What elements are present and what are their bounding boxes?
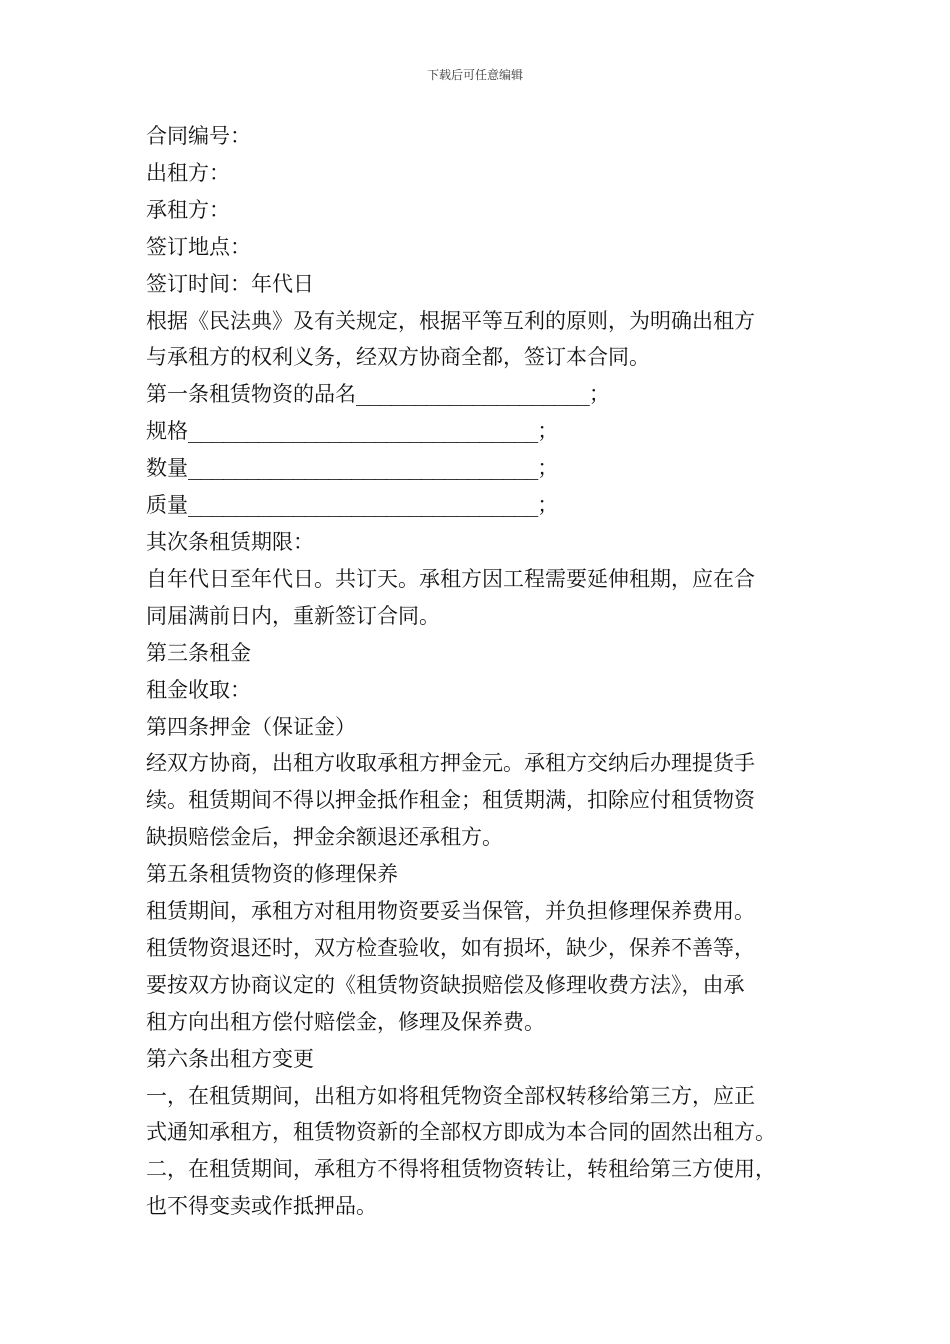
article-6-line-4: 也不得变卖或作抵押品。 [146,1194,377,1219]
lessor-line: 出租方： [146,160,230,185]
preamble-line-1: 根据《民法典》及有关规定，根据平等互利的原则，为明确出租方 [146,308,755,333]
article-4-line-2: 续。租赁期间不得以押金抵作租金；租赁期满，扣除应付租赁物资 [146,788,755,813]
article-1-spec [146,413,816,450]
page-header-note: 下载后可任意编辑 [426,68,523,82]
article-4-line-3: 缺损赔偿金后，押金余额退还承租方。 [146,825,503,850]
item-name-label: 第一条租赁物资的品名 [146,382,356,407]
article-4-line-1: 经双方协商，出租方收取承租方押金元。承租方交纳后办理提货手 [146,751,755,776]
article-1-quality [146,487,816,524]
lessee-line: 承租方： [146,197,230,222]
article-6-line-2: 式通知承租方，租赁物资新的全部权方即成为本合同的固然出租方。 [146,1120,776,1145]
article-5-line-1: 租赁期间，承租方对租用物资要妥当保管，并负担修理保养费用。 [146,899,755,924]
article-2-title: 其次条租赁期限： [146,529,314,554]
article-5-line-4: 租方向出租方偿付赔偿金，修理及保养费。 [146,1009,545,1034]
quality-end: ； [537,493,559,518]
quantity-label: 数量 [146,456,188,481]
article-1-item-name [146,376,816,413]
item-name-end: ； [588,382,610,407]
article-2-line-2: 同届满前日内，重新签订合同。 [146,603,440,628]
article-5-line-3: 要按双方协商议定的《租赁物资缺损赔偿及修理收费方法》，由承 [146,972,745,997]
article-4-title: 第四条押金（保证金） [146,714,356,739]
contract-body [146,118,816,1225]
preamble-line-2: 与承租方的权利义务，经双方协商全都，签订本合同。 [146,345,650,370]
quantity-blank: ______________________________ [188,456,538,481]
article-2-line-1: 自年代日至年代日。共订天。承租方因工程需要延伸租期，应在合 [146,566,755,591]
article-5-title: 第五条租赁物资的修理保养 [146,862,398,887]
quantity-end: ； [537,456,559,481]
article-1-quantity [146,450,816,487]
article-6-title: 第六条出租方变更 [146,1046,314,1071]
quality-label: 质量 [146,493,188,518]
article-3-title: 第三条租金 [146,640,251,665]
quality-blank: ______________________________ [188,493,538,518]
item-name-blank: ____________________ [356,382,589,407]
article-3-line-1: 租金收取： [146,677,251,702]
article-5-line-2: 租赁物资退还时，双方检查验收，如有损坏，缺少，保养不善等， [146,935,755,960]
contract-number-line: 合同编号： [146,124,251,148]
article-6-line-1: 一，在租赁期间，出租方如将租凭物资全部权转移给第三方，应正 [146,1083,755,1108]
signing-time-line: 签订时间：年代日 [146,271,314,296]
article-6-line-3: 二，在租赁期间，承租方不得将租赁物资转让，转租给第三方使用， [146,1157,776,1182]
spec-label: 规格 [146,419,188,444]
spec-blank: ______________________________ [188,419,538,444]
spec-end: ； [537,419,559,444]
signing-place-line: 签订地点： [146,234,251,259]
